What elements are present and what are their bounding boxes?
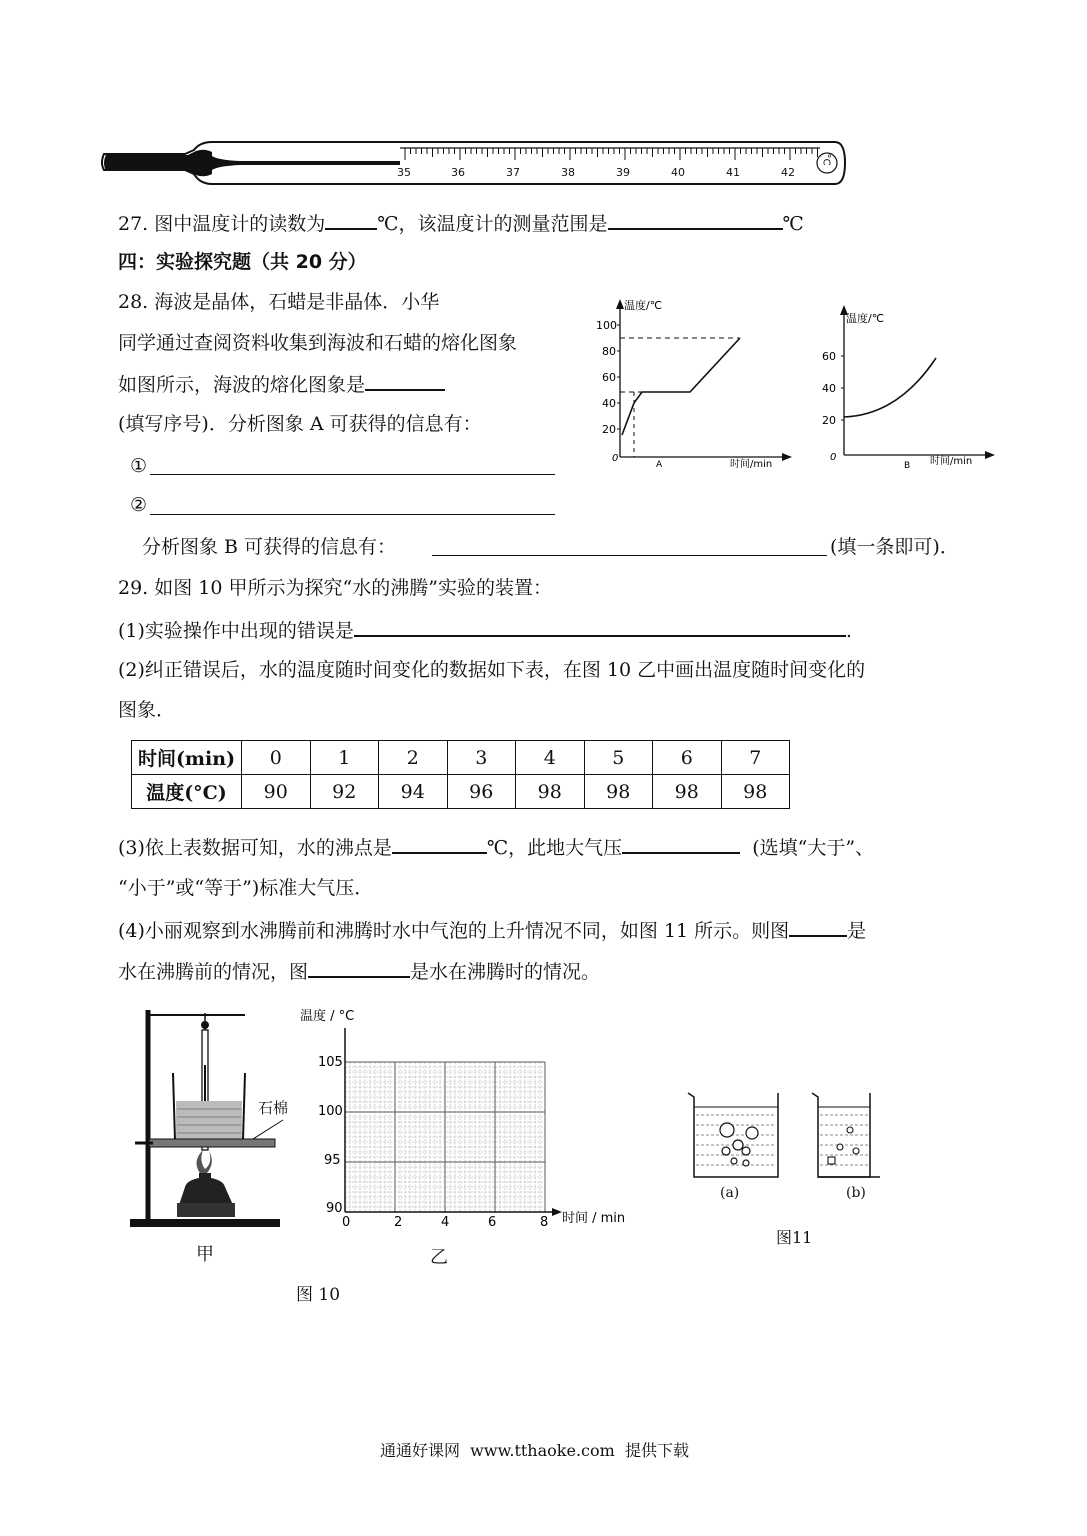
q29-part-1-end: . [845, 620, 852, 642]
scale-label: 39 [616, 166, 630, 179]
q28-line-3-text: 如图所示，海波的熔化图象是 [118, 374, 366, 396]
graph-b-ylabel: 温度/℃ [846, 312, 885, 325]
graph-b-ytick: 40 [822, 382, 836, 395]
table-row-header: 时间(min) [132, 741, 242, 775]
q29-part-4-text-d: 是水在沸腾时的情况。 [410, 961, 601, 983]
q29-part-3-line-2: “小于”或“等于”)标准大气压． [118, 877, 374, 899]
thermometer-scale-labels [100, 166, 850, 184]
q27-unit-1: ℃，该温度计的测量范围是 [377, 213, 608, 235]
table-cell: 98 [516, 775, 585, 809]
graph-a-ytick: 60 [602, 371, 616, 384]
scale-label: 40 [671, 166, 685, 179]
question-27 [118, 210, 804, 236]
q27-unit-2: ℃ [782, 213, 804, 235]
q29-part-1-text: (1)实验操作中出现的错误是 [118, 620, 354, 642]
q27-answer-blank[interactable] [325, 210, 377, 230]
q29-pressure-blank[interactable] [622, 834, 740, 854]
boiling-apparatus-figure [125, 1005, 295, 1235]
label-yi: 乙 [430, 1247, 448, 1268]
q29-part-3-text-a: (3)依上表数据可知，水的沸点是 [118, 837, 392, 859]
table-cell: 1 [310, 741, 379, 775]
grid-xtick: 8 [540, 1215, 549, 1230]
scale-label: 37 [506, 166, 520, 179]
scale-label: 38 [561, 166, 575, 179]
graph-a-ytick: 100 [596, 319, 617, 332]
q29-part-2-line-1: (2)纠正错误后，水的温度随时间变化的数据如下表，在图 10 乙中画出温度随时间变化的 [118, 659, 866, 681]
q28-answer-blank[interactable] [365, 371, 445, 391]
q29-title: 29. 如图 10 甲所示为探究“水的沸腾”实验的装置： [118, 577, 552, 599]
q29-boiling-point-blank[interactable] [392, 834, 487, 854]
q28-line-b-blank[interactable] [432, 555, 827, 556]
melting-graph-a [590, 295, 805, 475]
table-cell: 0 [242, 741, 311, 775]
label-jia: 甲 [196, 1244, 214, 1265]
graph-a-xlabel: 时间/min [730, 459, 773, 470]
q28-item-1: ① [130, 455, 148, 477]
table-row [132, 741, 790, 775]
q29-part-3-line-1 [118, 834, 874, 860]
graph-b-xlabel: 时间/min [930, 456, 973, 467]
grid-ytick: 100 [318, 1104, 343, 1119]
table-cell: 92 [310, 775, 379, 809]
grid-xtick: 6 [488, 1215, 497, 1230]
table-cell: 6 [653, 741, 722, 775]
data-table [131, 740, 790, 809]
q29-part-3-text-c: (选填“大于”、 [752, 837, 875, 859]
table-cell: 98 [653, 775, 722, 809]
q29-part-4-text-a: (4)小丽观察到水沸腾前和沸腾时水中气泡的上升情况不同，如图 11 所示。则图 [118, 920, 790, 942]
q29-before-blank[interactable] [789, 917, 847, 937]
grid-ylabel: 温度 / °C [300, 1009, 355, 1024]
q27-range-blank[interactable] [608, 210, 783, 230]
scale-label: 42 [781, 166, 795, 179]
table-cell: 7 [721, 741, 790, 775]
temperature-grid-chart [300, 1000, 650, 1270]
q28-item-2-line[interactable] [150, 514, 555, 515]
table-row [132, 775, 790, 809]
grid-xtick: 0 [342, 1215, 351, 1230]
q29-during-blank[interactable] [308, 958, 410, 978]
table-cell: 3 [447, 741, 516, 775]
graph-b-ytick: 20 [822, 414, 836, 427]
label-asbestos: 石棉 [258, 1099, 289, 1117]
scale-label: 36 [451, 166, 465, 179]
graph-b-ytick: 60 [822, 350, 836, 363]
scale-label: 35 [397, 166, 411, 179]
graph-b-name: B [904, 461, 911, 471]
q28-line-b: 分析图象 B 可获得的信息有： [142, 536, 397, 558]
scale-label: 41 [726, 166, 740, 179]
q27-text: 27. 图中温度计的读数为 [118, 213, 326, 235]
table-row-header: 温度(°C) [132, 775, 242, 809]
label-a: (a) [720, 1185, 740, 1201]
q28-item-1-line[interactable] [150, 474, 555, 475]
q29-part-4-text-c: 水在沸腾前的情况，图 [118, 961, 309, 983]
page-footer: 通通好课网 www.tthaoke.com 提供下载 [380, 1441, 689, 1460]
q29-part-4-text-b: 是 [847, 920, 867, 942]
table-cell: 4 [516, 741, 585, 775]
figure-11-caption: 图11 [776, 1228, 813, 1247]
q28-line-2: 同学通过查阅资料收集到海波和石蜡的熔化图象 [118, 332, 518, 354]
graph-a-origin: 0 [612, 453, 619, 464]
graph-a-ytick: 40 [602, 397, 616, 410]
graph-a-ytick: 20 [602, 423, 616, 436]
grid-lines [345, 1062, 545, 1212]
table-cell: 98 [584, 775, 653, 809]
table-cell: 90 [242, 775, 311, 809]
graph-a-name: A [656, 460, 663, 470]
q28-line-b-tail: (填一条即可)． [830, 536, 959, 558]
table-cell: 98 [721, 775, 790, 809]
q28-item-2: ② [130, 494, 148, 516]
grid-ytick: 105 [318, 1055, 343, 1070]
graph-b-origin: 0 [830, 452, 837, 463]
table-cell: 2 [379, 741, 448, 775]
grid-xlabel: 时间 / min [562, 1211, 626, 1226]
q29-part-1 [118, 617, 852, 643]
graph-a-ytick: 80 [602, 345, 616, 358]
table-cell: 5 [584, 741, 653, 775]
grid-ytick: 90 [326, 1201, 343, 1216]
graph-a-ylabel: 温度/℃ [624, 299, 663, 312]
q29-part-4-line-2 [118, 958, 600, 984]
figure-10-caption: 图 10 [296, 1285, 341, 1305]
q29-part-1-blank[interactable] [354, 617, 846, 637]
thermometer-unit: °C [820, 153, 832, 166]
grid-ytick: 95 [324, 1153, 341, 1168]
table-cell: 94 [379, 775, 448, 809]
label-b: (b) [846, 1185, 866, 1201]
table-cell: 96 [447, 775, 516, 809]
q28-line-3 [118, 371, 445, 397]
q29-part-3-text-b: ℃，此地大气压 [486, 837, 623, 859]
section-title: 四：实验探究题（共 20 分） [118, 251, 367, 273]
q28-line-1: 28. 海波是晶体，石蜡是非晶体．小华 [118, 291, 440, 313]
grid-xtick: 4 [441, 1215, 450, 1230]
melting-graph-b [818, 300, 1008, 475]
q29-part-4-line-1 [118, 917, 866, 943]
q28-line-4: (填写序号)．分析图象 A 可获得的信息有： [118, 413, 482, 435]
grid-xtick: 2 [394, 1215, 403, 1230]
q29-part-2-line-2: 图象． [118, 699, 176, 721]
